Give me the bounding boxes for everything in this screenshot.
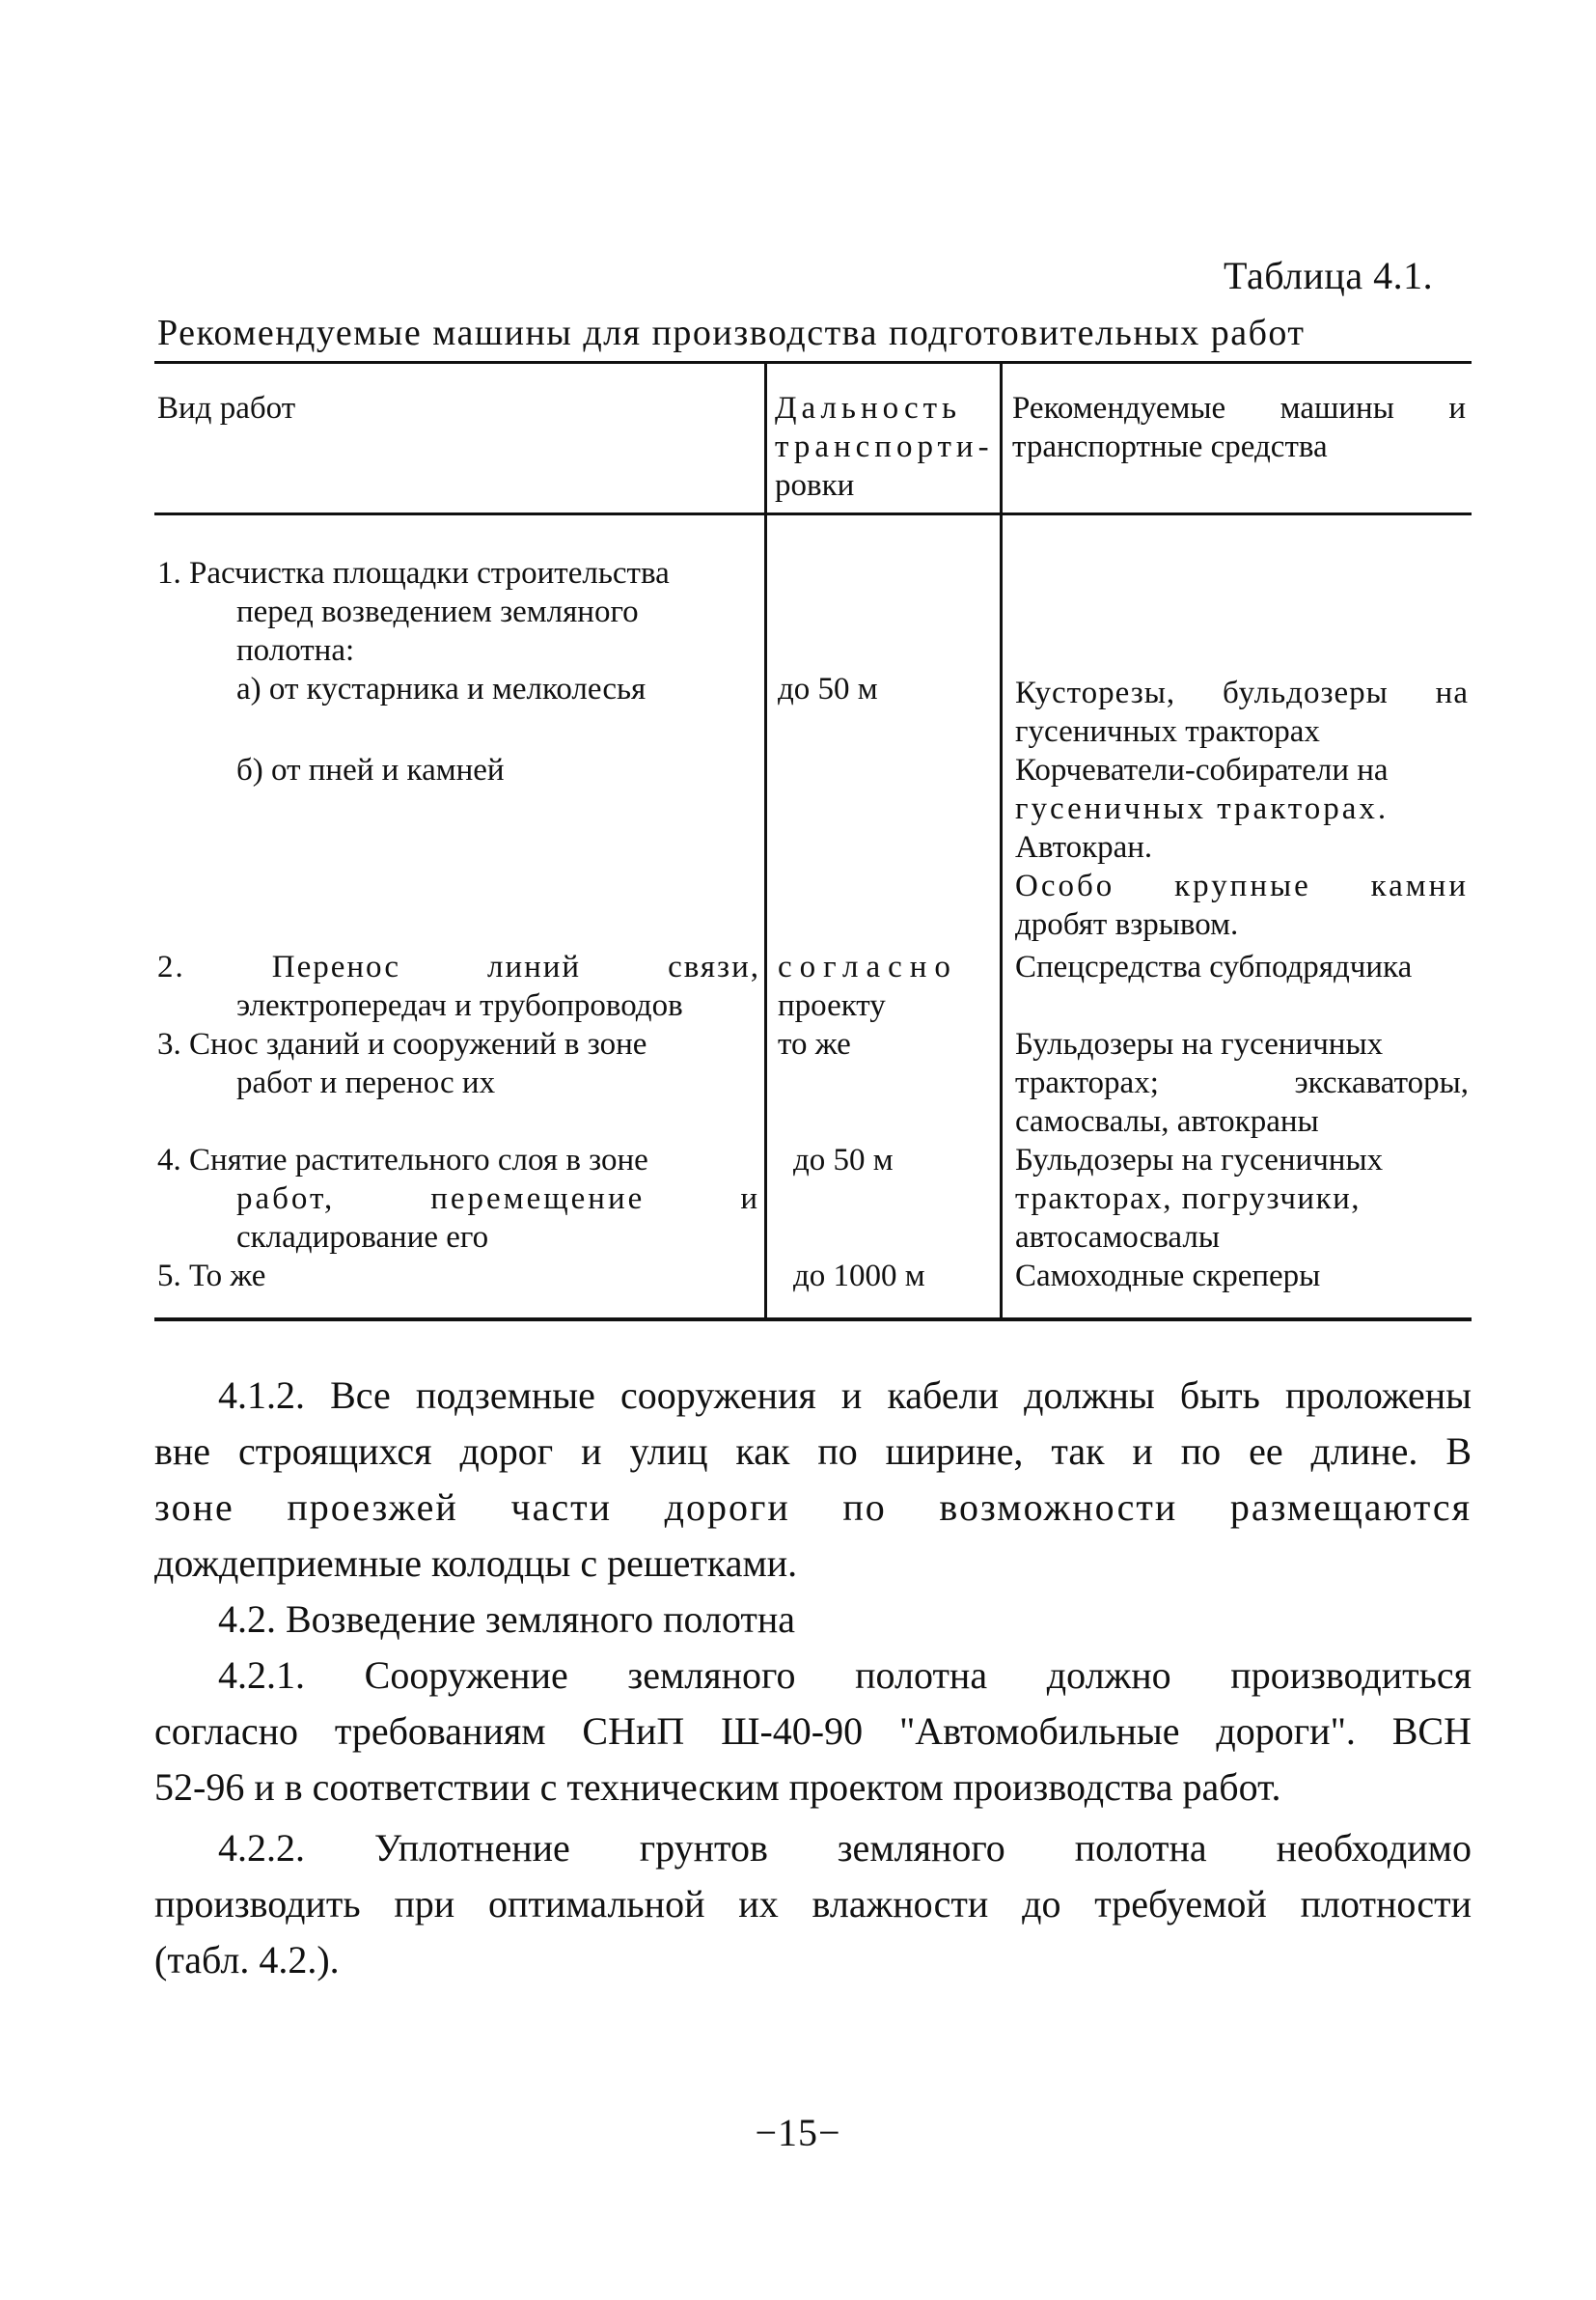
paragraph: 4.1.2. Все подземные сооружения и кабели должны быть проложены вне строящихся дорог и улиц как по ширине, так и по ее длине. В зоне проезжей части дороги по возможности размещаются дождеприемные колодцы с решетками. [154,1373,1472,1585]
paragraph: 4.2.1. Сооружение земляного полотна должно производиться согласно требованиям СНиП Ш-40-90 "Автомобильные дороги". ВСН 52-96 и в соответствии с техническим проектом производства работ. [154,1653,1472,1809]
machines-cell: Спецсредства субподрядчика [1015,950,1413,984]
distance-cell: согласно проекту [778,950,958,1023]
machines-cell: Самоходные скреперы [1015,1259,1321,1293]
header-machines: Рекомендуемые машины и транспортные средства [1012,391,1466,464]
table-row: 2. Перенос линий связи, электропередач и трубопроводов [157,950,760,1023]
table-row: а) от кустарника и мелколесья [236,672,647,707]
table-title: Рекомендуемые машины для производства подготовительных работ [157,313,1306,353]
machines-cell: Кусторезы, бульдозеры на гусеничных тракторах [1015,676,1469,749]
header-distance: Дальность транспорти- ровки [775,391,994,503]
distance-cell: до 1000 м [793,1259,925,1293]
table-top-rule [154,361,1472,364]
table-header-rule [154,513,1472,515]
table-column-divider [764,364,767,1318]
table-bottom-rule [154,1317,1472,1321]
table-row: 3. Снос зданий и сооружений в зоне работ и перенос их [157,1027,647,1100]
table-row: 1. Расчистка площадки строительства перед возведением земляного полотна: [157,556,670,668]
table-row: б) от пней и камней [236,753,505,788]
machines-cell: Корчеватели-собиратели на гусеничных тракторах. Автокран. Особо крупные камни дробят взрывом. [1015,753,1469,942]
distance-cell: до 50 м [793,1143,894,1178]
paragraph: 4.2.2. Уплотнение грунтов земляного полотна необходимо производить при оптимальной их влажности до требуемой плотности (табл. 4.2.). [154,1826,1472,1981]
table-caption: Таблица 4.1. [1224,254,1434,297]
header-work-type: Вид работ [157,391,296,426]
machines-cell: Бульдозеры на гусеничных тракторах; экскаваторы, самосвалы, автокраны [1015,1027,1469,1139]
table-row: 4. Снятие растительного слоя в зоне работ, перемещение и складирование его [157,1143,760,1255]
distance-cell: то же [778,1027,851,1062]
distance-cell: до 50 м [778,672,878,707]
table-row: 5. То же [157,1259,266,1293]
page-number: −15− [755,2111,841,2154]
machines-cell: Бульдозеры на гусеничных тракторах, погрузчики, автосамосвалы [1015,1143,1384,1255]
section-heading: 4.2. Возведение земляного полотна [218,1597,796,1641]
